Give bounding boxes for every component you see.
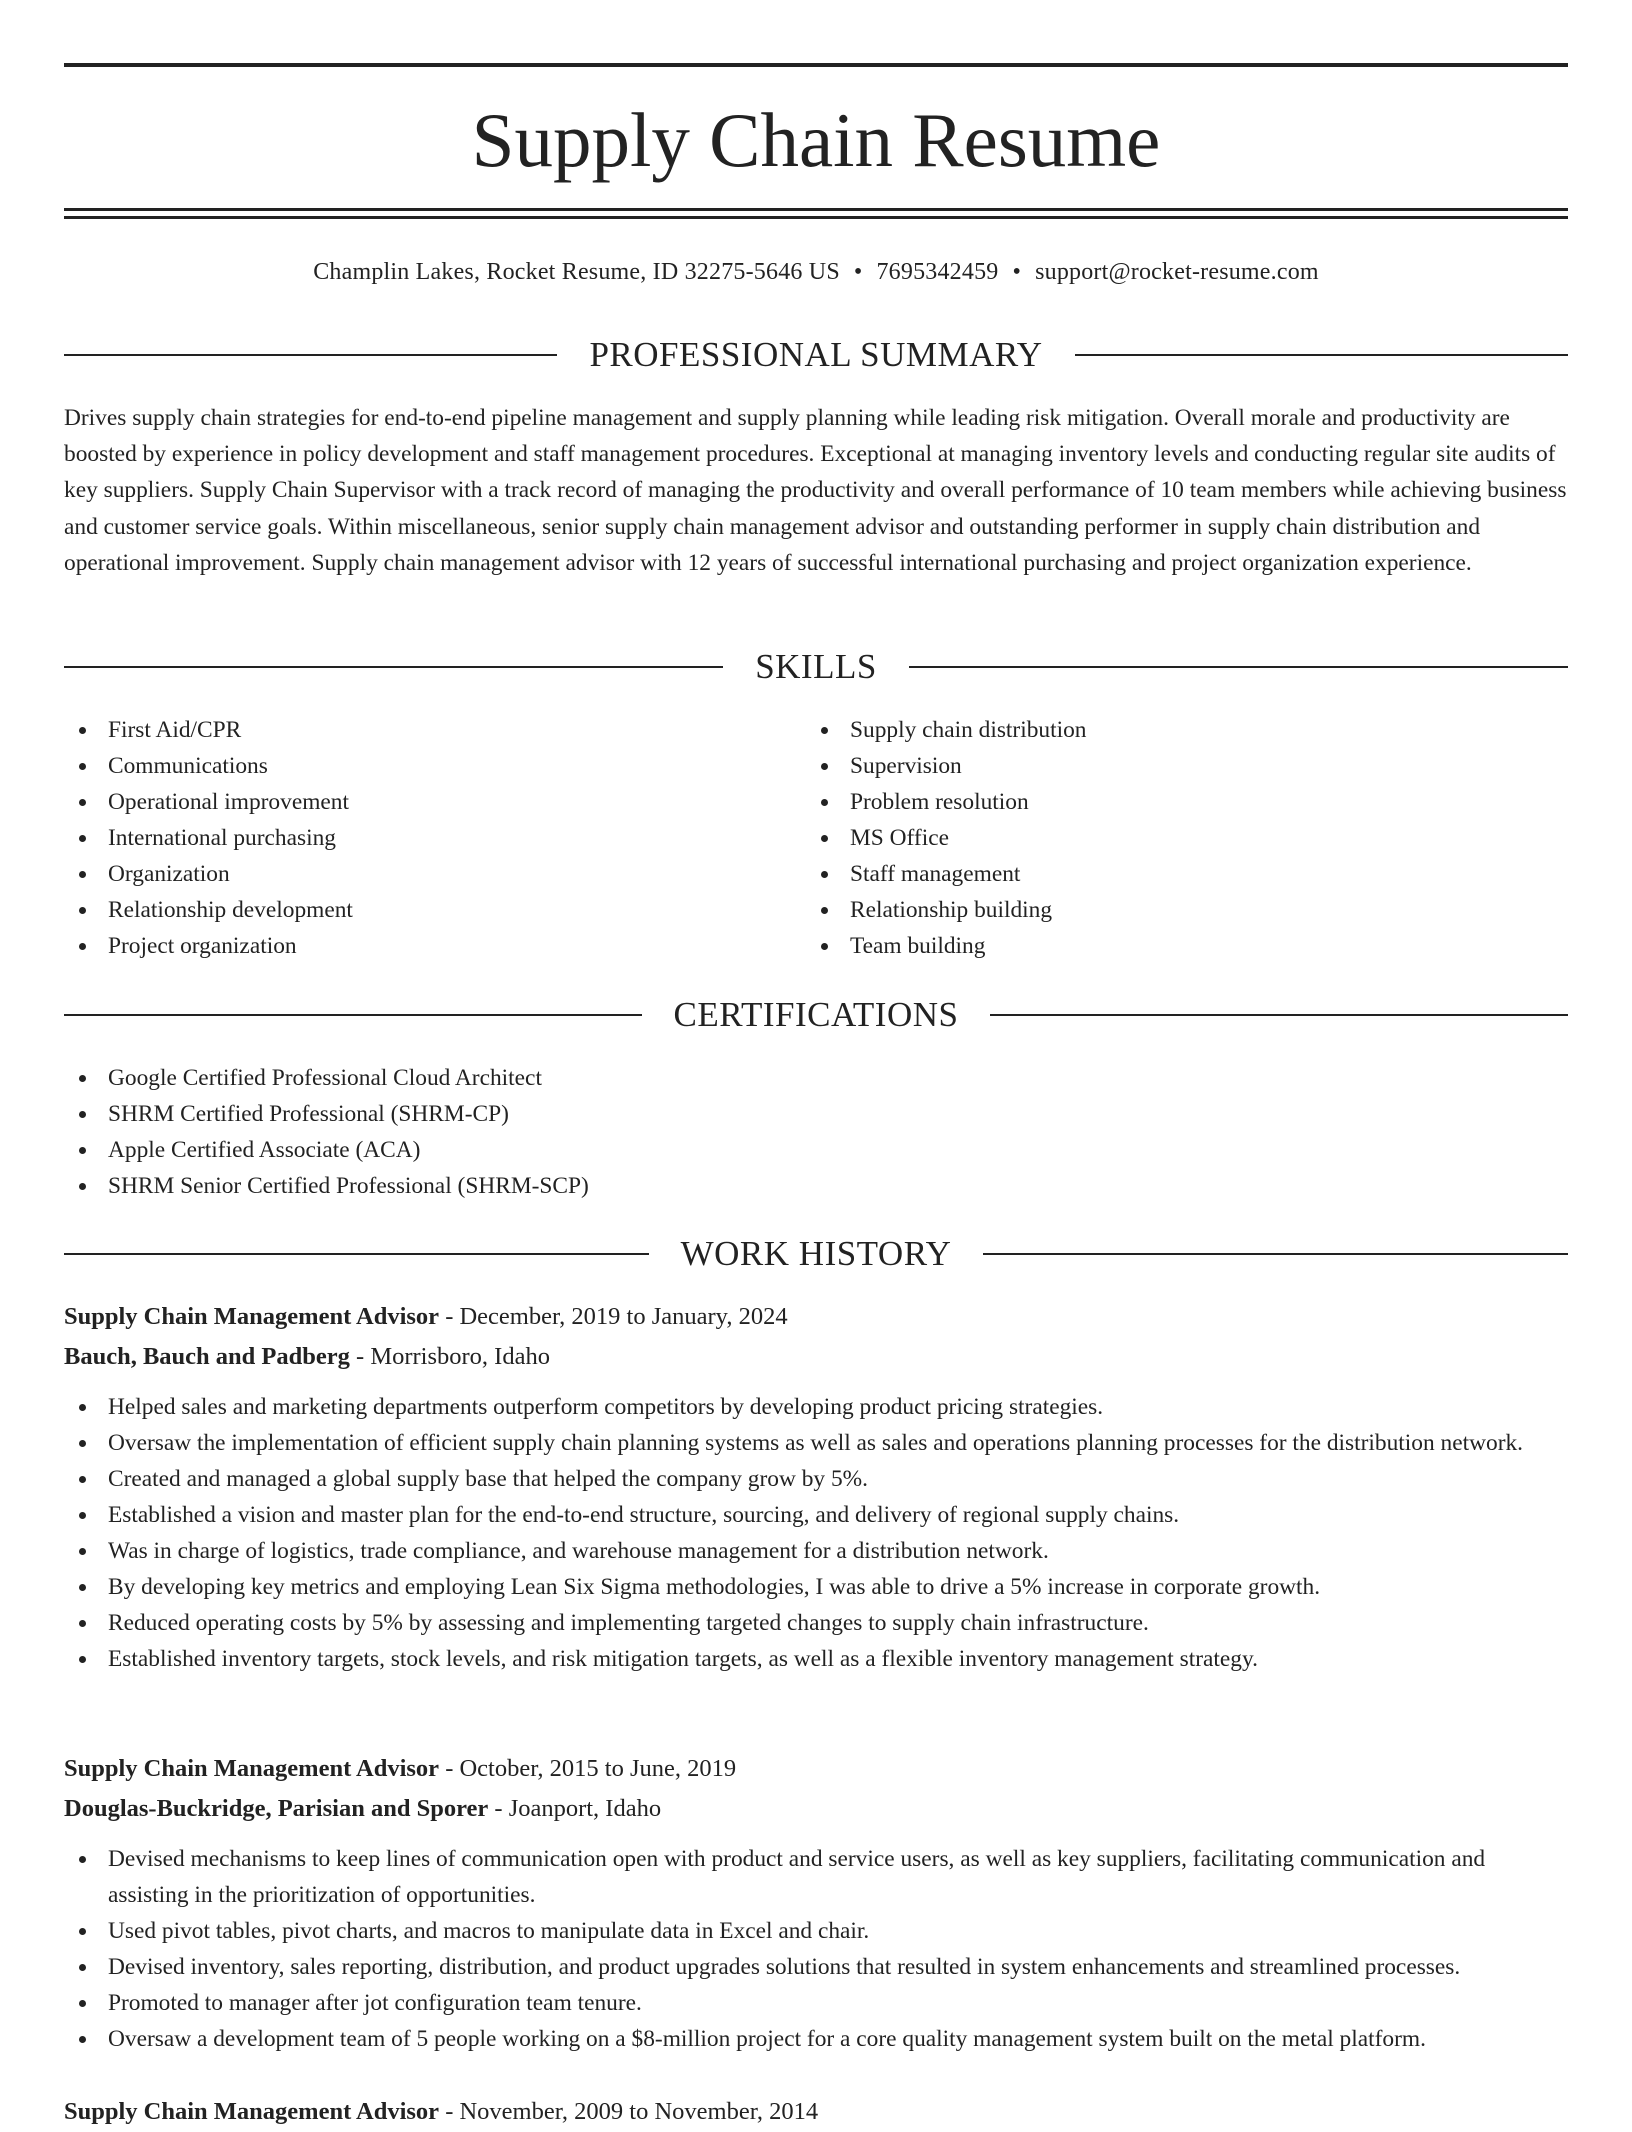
skill-item: Communications — [64, 748, 764, 784]
job-entry — [64, 2092, 1568, 2132]
section-rule — [64, 354, 557, 356]
certifications-heading: CERTIFICATIONS — [673, 995, 959, 1034]
job-title-line: Supply Chain Management Advisor - October, 2015 to June, 2019 — [64, 1755, 737, 1782]
job-duty: Oversaw the implementation of efficient supply chain planning systems as well as sales and operations planning processes for the distribution network. — [64, 1425, 1568, 1461]
skill-item: Project organization — [64, 928, 764, 964]
contact-separator: • — [1012, 259, 1022, 285]
skill-item: Problem resolution — [806, 784, 1506, 820]
contact-email: support@rocket-resume.com — [1035, 259, 1319, 285]
job-duty: Used pivot tables, pivot charts, and macros to manipulate data in Excel and chair. — [64, 1913, 1568, 1949]
contact-address: Champlin Lakes, Rocket Resume, ID 32275-5646 US — [313, 259, 840, 285]
summary-section-header — [64, 333, 1568, 377]
job-company: Bauch, Bauch and Padberg — [64, 1343, 350, 1370]
job-dates: October, 2015 to June, 2019 — [459, 1755, 737, 1782]
certification-item: Google Certified Professional Cloud Architect — [64, 1060, 1568, 1096]
summary-text: Drives supply chain strategies for end-to-end pipeline management and supply planning while leading risk mitigation. Overall morale and productivity are boosted by experience in policy development and staff management procedures. Exceptional at managing inventory levels and conducting regular site audits of key suppliers. Supply Chain Supervisor with a track record of managing the productivity and overall performance of 10 team members while achieving business and customer service goals. Within miscellaneous, senior supply chain management advisor and outstanding performer in supply chain distribution and operational improvement. Supply chain management advisor with 12 years of successful international purchasing and project organization experience. — [64, 405, 1567, 576]
skill-item: Supply chain distribution — [806, 712, 1506, 748]
job-duty: Promoted to manager after jot configuration team tenure. — [64, 1985, 1568, 2021]
section-rule — [64, 1253, 649, 1255]
job-title: Supply Chain Management Advisor — [64, 2098, 440, 2125]
certification-item: Apple Certified Associate (ACA) — [64, 1132, 1568, 1168]
skill-item: Team building — [806, 928, 1506, 964]
work-history-heading: WORK HISTORY — [680, 1234, 952, 1273]
job-duty: Established inventory targets, stock levels, and risk mitigation targets, as well as a flexible inventory management strategy. — [64, 1641, 1568, 1677]
work-history-section-header — [64, 1232, 1568, 1276]
job-entry — [64, 1297, 1568, 1677]
job-duty: Created and managed a global supply base that helped the company grow by 5%. — [64, 1461, 1568, 1497]
skill-item: Organization — [64, 856, 764, 892]
job-title-line: Supply Chain Management Advisor - December, 2019 to January, 2024 — [64, 1303, 788, 1330]
skill-item: Relationship building — [806, 892, 1506, 928]
top-rule — [64, 63, 1568, 67]
skill-item: MS Office — [806, 820, 1506, 856]
job-duty: Was in charge of logistics, trade compliance, and warehouse management for a distribution network. — [64, 1533, 1568, 1569]
skill-item: Staff management — [806, 856, 1506, 892]
section-rule — [64, 666, 723, 668]
skill-item: Operational improvement — [64, 784, 764, 820]
title-rule-lower — [64, 216, 1568, 219]
job-duty: Helped sales and marketing departments outperform competitors by developing product pricing strategies. — [64, 1389, 1568, 1425]
skills-list-left — [64, 712, 764, 964]
certifications-section-header — [64, 993, 1568, 1037]
contact-phone: 7695342459 — [876, 259, 999, 285]
skill-item: Relationship development — [64, 892, 764, 928]
contact-separator: • — [853, 259, 863, 285]
section-rule — [990, 1014, 1568, 1016]
certifications-list — [64, 1060, 1568, 1204]
job-duty: Devised mechanisms to keep lines of communication open with product and service users, as well as key suppliers, facilitating communication and assisting in the prioritization of opportunities. — [64, 1841, 1568, 1913]
section-rule — [983, 1253, 1568, 1255]
job-duty: Devised inventory, sales reporting, distribution, and product upgrades solutions that resulted in system enhancements and streamlined processes. — [64, 1949, 1568, 1985]
contact-line — [64, 254, 1568, 290]
job-company-line: Douglas-Buckridge, Parisian and Sporer - Joanport, Idaho — [64, 1795, 662, 1822]
skills-list-right — [806, 712, 1506, 964]
job-title: Supply Chain Management Advisor — [64, 1303, 440, 1330]
job-duty: Reduced operating costs by 5% by assessing and implementing targeted changes to supply chain infrastructure. — [64, 1605, 1568, 1641]
section-rule — [64, 1014, 642, 1016]
title-rule-upper — [64, 208, 1568, 211]
skill-item: International purchasing — [64, 820, 764, 856]
job-title-line: Supply Chain Management Advisor - November, 2009 to November, 2014 — [64, 2098, 819, 2125]
job-company-line: Bauch, Bauch and Padberg - Morrisboro, Idaho — [64, 1343, 550, 1370]
job-dates: December, 2019 to January, 2024 — [459, 1303, 788, 1330]
job-entry — [64, 1749, 1568, 2057]
job-duty: Oversaw a development team of 5 people working on a $8-million project for a core quality management system built on the metal platform. — [64, 2021, 1568, 2057]
skill-item: Supervision — [806, 748, 1506, 784]
certification-item: SHRM Senior Certified Professional (SHRM-SCP) — [64, 1168, 1568, 1204]
job-location: Joanport, Idaho — [508, 1795, 662, 1822]
job-duty: Established a vision and master plan for the end-to-end structure, sourcing, and delivery of regional supply chains. — [64, 1497, 1568, 1533]
skill-item: First Aid/CPR — [64, 712, 764, 748]
certification-item: SHRM Certified Professional (SHRM-CP) — [64, 1096, 1568, 1132]
skills-section-header — [64, 645, 1568, 689]
resume-title: Supply Chain Resume — [471, 97, 1161, 183]
section-rule — [1075, 354, 1568, 356]
job-location: Morrisboro, Idaho — [370, 1343, 550, 1370]
section-rule — [909, 666, 1568, 668]
job-dates: November, 2009 to November, 2014 — [459, 2098, 819, 2125]
job-duties-list — [64, 1389, 1568, 1677]
job-duties-list — [64, 1841, 1568, 2057]
skills-heading: SKILLS — [755, 647, 877, 686]
summary-heading: PROFESSIONAL SUMMARY — [589, 335, 1043, 374]
job-duty: By developing key metrics and employing Lean Six Sigma methodologies, I was able to drive a 5% increase in corporate growth. — [64, 1569, 1568, 1605]
job-title: Supply Chain Management Advisor — [64, 1755, 440, 1782]
job-company: Douglas-Buckridge, Parisian and Sporer — [64, 1795, 489, 1822]
